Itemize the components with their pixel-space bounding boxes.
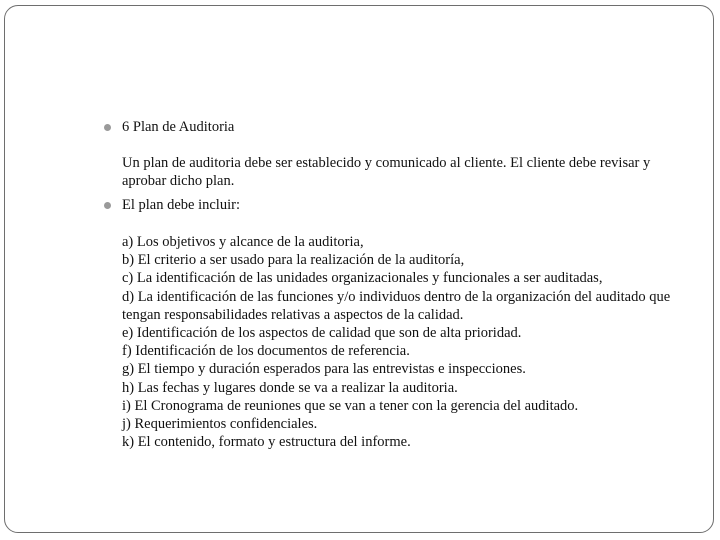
plan-heading: 6 Plan de Auditoria <box>122 119 235 135</box>
intro-paragraph: Un plan de auditoria debe ser establecido y comunicado al cliente. El cliente debe revisar y aprobar dicho plan. <box>122 155 651 189</box>
bullet-dot-icon <box>104 124 111 131</box>
plan-items-list <box>122 233 687 451</box>
list-item: d) La identificación de las funciones y/o individuos dentro de la organización del auditado que tengan responsabilidades relativas a aspectos de la calidad. <box>122 288 671 323</box>
list-item: g) El tiempo y duración esperados para las entrevistas e inspecciones. <box>122 361 526 378</box>
bullet-dot-icon <box>104 202 111 209</box>
list-item: b) El criterio a ser usado para la realización de la auditoría, <box>122 252 465 269</box>
list-item: a) Los objetivos y alcance de la auditoria, <box>122 234 364 250</box>
list-item: j) Requerimientos confidenciales. <box>122 416 318 433</box>
list-item: e) Identificación de los aspectos de calidad que son de alta prioridad. <box>122 325 522 342</box>
list-item: f) Identificación de los documentos de referencia. <box>122 343 410 360</box>
list-item: h) Las fechas y lugares donde se va a realizar la auditoria. <box>122 379 458 396</box>
list-item: i) El Cronograma de reuniones que se van a tener con la gerencia del auditado. <box>122 397 579 414</box>
include-heading: El plan debe incluir: <box>122 197 240 213</box>
list-item: c) La identificación de las unidades organizacionales y funcionales a ser auditadas, <box>122 270 603 287</box>
list-item: k) El contenido, formato y estructura del informe. <box>122 434 411 451</box>
